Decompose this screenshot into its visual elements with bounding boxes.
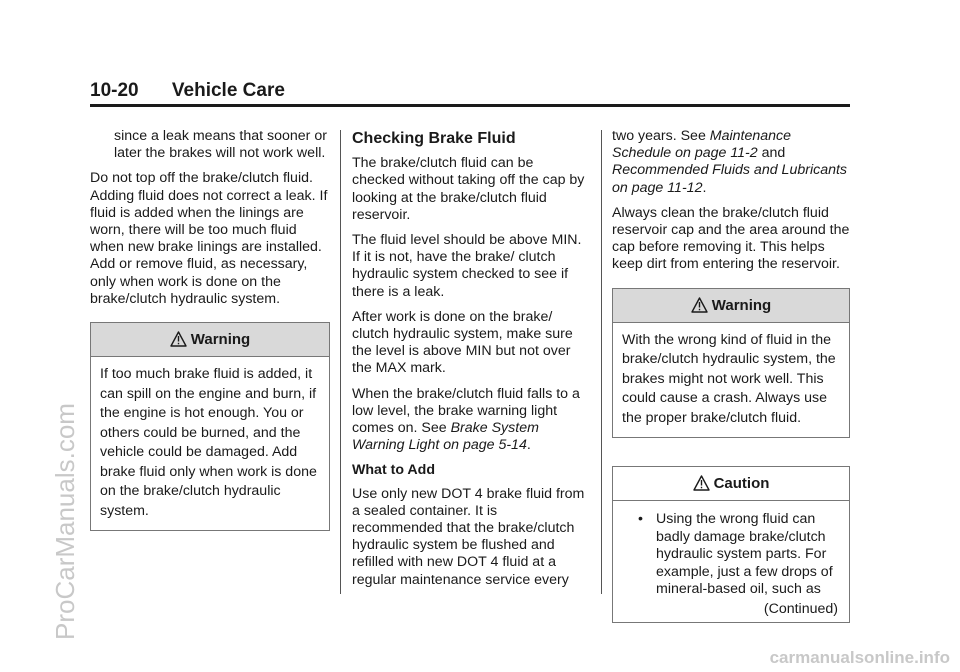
column-2 — [352, 128, 590, 597]
caution-title: Caution — [713, 475, 770, 493]
text: When the brake/clutch fluid falls to a low level, the brake warning light comes on. See — [352, 385, 580, 437]
column-3 — [612, 128, 850, 623]
paragraph: since a leak means that sooner or later the brakes will not work well. — [114, 128, 327, 162]
paragraph: Do not top off the brake/clutch fluid. Adding fluid does not correct a leak. If fluid is added when the linings are worn, there will be too much fluid when new brake linings are installed. Add or remove fluid, as necessary, only when work is done on the brake/clutch hydraulic system. — [90, 170, 328, 307]
cross-reference: Maintenance Schedule on page 11-2 — [612, 128, 792, 162]
warning-title: Warning — [711, 296, 772, 314]
bullet-text: Using the wrong fluid can badly damage brake/clutch hydraulic system parts. For example, just a few drops of mineral-based oil, such as — [656, 511, 833, 598]
paragraph — [352, 386, 590, 455]
text: two years. See — [612, 128, 710, 144]
paragraph — [612, 128, 850, 197]
caution-box — [612, 466, 850, 623]
header-rule — [90, 104, 850, 107]
cross-reference: Brake System Warning Light on page 5-14 — [352, 420, 539, 454]
warning-header — [613, 289, 849, 323]
warning-triangle-icon — [170, 326, 187, 359]
paragraph: The brake/clutch fluid can be checked without taking off the cap by looking at the brake/clutch fluid reservoir. — [352, 155, 585, 223]
caution-body — [613, 501, 849, 622]
text: and — [757, 145, 786, 162]
caution-triangle-icon — [693, 470, 710, 503]
bullet-icon: • — [638, 511, 643, 528]
bottom-watermark: carmanualsonline.info — [769, 648, 950, 667]
text: . — [702, 179, 707, 196]
warning-triangle-icon — [691, 292, 708, 325]
warning-text: If too much brake fluid is added, it can spill on the engine and burn, if the engine is hot enough. You or others could be burned, and the vehicle could be damaged. Add brake fluid only when work is done on the brake/clutch hydraulic system. — [100, 366, 317, 519]
warning-text: With the wrong kind of fluid in the brake/clutch hydraulic system, the brakes might not work well. This could cause a crash. Always use the proper brake/clutch fluid. — [622, 331, 836, 426]
column-divider-2 — [601, 130, 602, 594]
warning-box — [90, 322, 330, 531]
continued-label: (Continued) — [763, 600, 838, 617]
side-watermark: ProCarManuals.com — [50, 403, 80, 640]
paragraph: After work is done on the brake/ clutch hydraulic system, make sure the level is above MIN but not over the MAX mark. — [352, 308, 573, 377]
cross-reference: Recommended Fluids and Lubricants on page 11-12 — [612, 162, 848, 196]
page-header — [90, 80, 850, 102]
subheading: What to Add — [352, 462, 435, 479]
paragraph: Always clean the brake/clutch fluid reservoir cap and the area around the cap before removing it. This helps keep dirt from entering the reservoir. — [612, 204, 850, 273]
page-number: 10-20 — [90, 80, 139, 101]
warning-title: Warning — [190, 331, 251, 349]
text: . — [526, 437, 531, 454]
paragraph: The fluid level should be above MIN. If it is not, have the brake/ clutch hydraulic system checked to see if there is a leak. — [352, 232, 582, 300]
warning-box — [612, 288, 850, 439]
section-title: Vehicle Care — [171, 80, 285, 101]
section-heading: Checking Brake Fluid — [352, 130, 516, 147]
column-1 — [90, 128, 330, 531]
paragraph: Use only new DOT 4 brake fluid from a sealed container. It is recommended that the brake/clutch hydraulic system be flushed and refilled with new DOT 4 fluid at a regular maintenance service every — [352, 485, 585, 588]
list-item — [622, 511, 840, 599]
column-divider-1 — [340, 130, 341, 594]
warning-header — [91, 323, 329, 357]
caution-header — [613, 467, 849, 501]
